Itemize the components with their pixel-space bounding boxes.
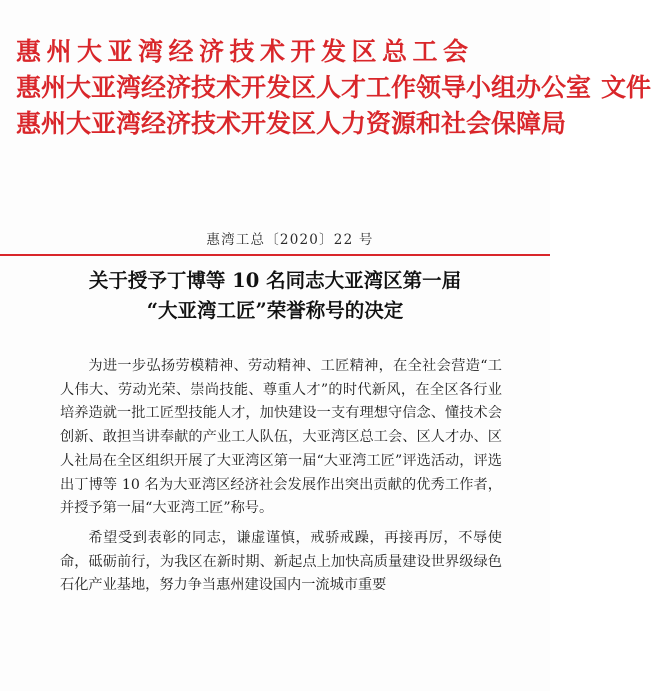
title-line-2: “大亚湾工匠”荣誉称号的决定 [146, 299, 404, 322]
issuer-line-trade-union [16, 34, 541, 70]
body-paragraph: 为进一步弘扬劳模精神、劳动精神、工匠精神，在全社会营造“工人伟大、劳动光荣、崇尚技能、尊重人才”的时代新风，在全区各行业培养造就一批工匠型技能人才，加快建设一支有理想守信念、懂技术会创新、敢担当讲奉献的产业工人队伍，大亚湾区总工会、区人才办、区人社局在全区组织开展了大亚湾区第一届“大亚湾工匠”评选活动，评选出丁博等 10 名为大亚湾区经济社会发展作出突出贡献的优秀工作者，并授予第一届“大亚湾工匠”称号。 [60, 358, 502, 517]
document-body [60, 355, 502, 598]
issuer-name: 惠州大亚湾经济技术开发区人才工作领导小组办公室 [16, 73, 592, 102]
document-title [0, 266, 550, 326]
issuer-line-talent-office [16, 70, 651, 106]
document-number: 惠湾工总〔2020〕22 号 [206, 232, 374, 248]
issuer-header [16, 34, 651, 142]
issuer-line-hr-bureau [16, 106, 567, 142]
body-paragraph: 希望受到表彰的同志，谦虚谨慎，戒骄戒躁，再接再厉，不辱使命，砥砺前行，为我区在新时期、新起点上加快高质量建设世界级绿色石化产业基地，努力争当惠州建设国内一流城市重要 [60, 529, 502, 594]
red-divider-line [0, 254, 550, 256]
title-line-1: 关于授予丁博等 10 名同志大亚湾区第一届 [88, 269, 462, 292]
issuer-name: 惠州大亚湾经济技术开发区总工会 [16, 37, 474, 66]
document-label: 文件 [601, 73, 651, 102]
issuer-name: 惠州大亚湾经济技术开发区人力资源和社会保障局 [16, 109, 567, 138]
